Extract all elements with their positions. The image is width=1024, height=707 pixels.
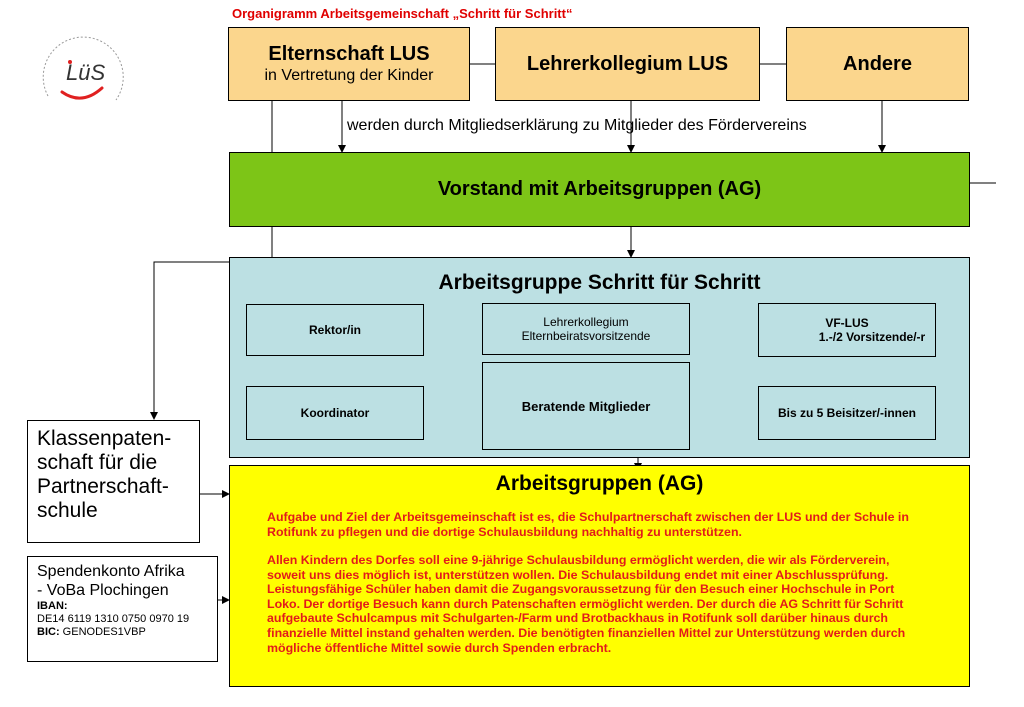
vorstand-title: Vorstand mit Arbeitsgruppen (AG) xyxy=(437,178,762,200)
klassen-line-2: schaft für die xyxy=(37,451,158,474)
arbeitsgruppen-title: Arbeitsgruppen (AG) xyxy=(495,472,704,495)
klassenpatenschaft-box xyxy=(27,420,200,543)
lehrerkollegium-title: Lehrerkollegium LUS xyxy=(526,53,729,75)
vf-lus-label: VF-LUS xyxy=(825,316,869,330)
logo-text: LüS xyxy=(66,60,106,85)
arbeitsgruppen-para-1: Aufgabe und Ziel der Arbeitsgemeinschaft ist es, die Schulpartnerschaft zwischen der LUS und der Schule in Rotifunk zu pflegen und die dortige Schulausbildung nachhaltig zu unterstützen. xyxy=(267,510,909,539)
rektor-box xyxy=(246,304,424,356)
vorstand-box xyxy=(229,152,970,227)
elternbeirat-label: Elternbeiratsvorsitzende xyxy=(521,329,651,343)
logo xyxy=(30,22,138,120)
lehrer-label: Lehrerkollegium xyxy=(543,315,629,329)
elternschaft-subtitle: in Vertretung der Kinder xyxy=(264,67,434,84)
vorsitzende-label: 1.-/2 Vorsitzende/-r xyxy=(818,330,926,344)
beisitzer-box xyxy=(758,386,936,440)
iban-label: IBAN: xyxy=(37,600,68,612)
membership-note: werden durch Mitgliedserklärung zu Mitglieder des Fördervereins xyxy=(347,117,807,134)
diagram-title: Organigramm Arbeitsgemeinschaft „Schritt für Schritt“ xyxy=(232,6,573,21)
spenden-line-1: Spendenkonto Afrika xyxy=(37,563,185,580)
elternschaft-title: Elternschaft LUS xyxy=(268,43,430,65)
beisitzer-label: Bis zu 5 Beisitzer/-innen xyxy=(777,406,917,420)
koordinator-box xyxy=(246,386,424,440)
beratende-label: Beratende Mitglieder xyxy=(521,398,651,414)
elternschaft-box xyxy=(228,27,470,101)
bic-label: BIC: xyxy=(37,626,60,638)
spendenkonto-box xyxy=(27,556,218,662)
rektor-label: Rektor/in xyxy=(308,323,361,337)
vf-lus-box xyxy=(758,303,936,357)
klassen-line-1: Klassenpaten- xyxy=(37,427,172,450)
klassen-line-3: Partnerschaft- xyxy=(37,475,169,498)
spenden-line-2: - VoBa Plochingen xyxy=(37,582,169,599)
koordinator-label: Koordinator xyxy=(300,406,370,420)
andere-title: Andere xyxy=(843,53,912,75)
ag-schritt-title: Arbeitsgruppe Schritt für Schritt xyxy=(438,271,761,294)
iban-value: DE14 6119 1310 0750 0970 19 xyxy=(37,613,190,625)
andere-box xyxy=(786,27,969,101)
lehrer-eltern-box xyxy=(482,303,690,355)
klassen-line-4: schule xyxy=(37,499,98,522)
beratende-box xyxy=(482,362,690,450)
bic-value: GENODES1VBP xyxy=(62,626,146,638)
lehrerkollegium-box xyxy=(495,27,760,101)
arbeitsgruppen-para-2: Allen Kindern des Dorfes soll eine 9-jährige Schulausbildung ermöglicht werden, die wir als Förderverein, soweit uns dies möglich ist, unterstützen wollen. Die Schulausbildung endet mit einer Abschlussprüfung. Leistungsfähige Schüler haben damit die Zugangsvoraussetzung für den Besuch einer Hochschule in Port Loko. Der dortige Besuch kann durch Patenschaften ermöglicht werden. Der durch die AG Schritt für Schritt aufgebaute Schulcampus mit Schulgarten-/Farm und Brotbackhaus in Rotifunk soll darüber hinaus durch finanzielle Mittel instand gehalten werden. Die benötigten finanziellen Mittel zur Unterstützung werden durch mögliche öffentliche Mittel sowie durch Spenden erbracht. xyxy=(267,553,906,655)
